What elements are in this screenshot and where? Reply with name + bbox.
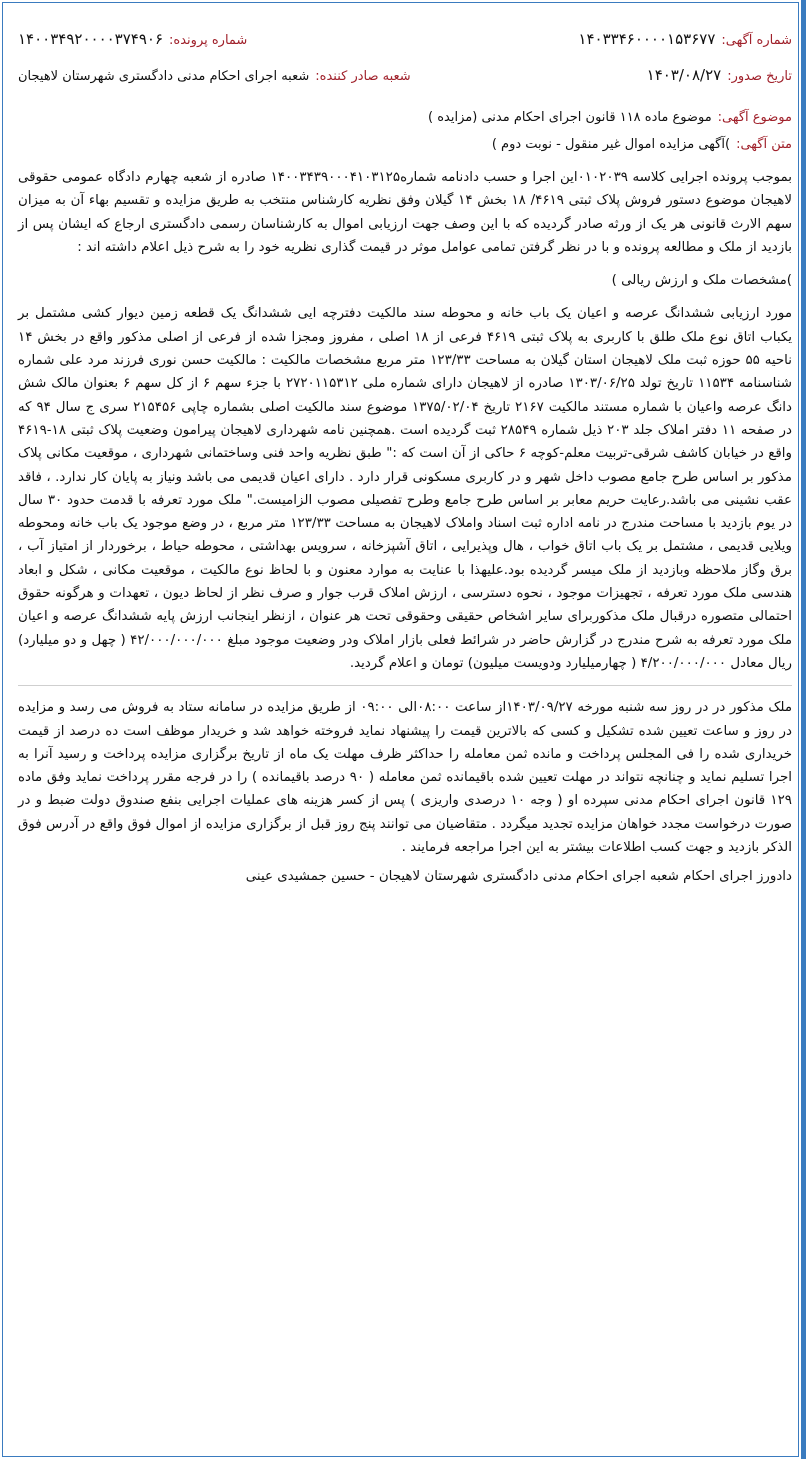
- subject-value: موضوع ماده ۱۱۸ قانون اجرای احکام مدنی (مزایده ): [428, 110, 712, 125]
- header-row-2: [18, 66, 792, 84]
- issue-date-value: ۱۴۰۳/۰۸/۲۷: [646, 66, 722, 84]
- case-number: [18, 30, 247, 48]
- divider: [18, 685, 792, 686]
- issuer-value: شعبه اجرای احکام مدنی دادگستری شهرستان لاهیجان: [18, 69, 310, 84]
- ad-number: [578, 30, 792, 48]
- issuer: [18, 69, 411, 84]
- case-number-label: شماره پرونده:: [169, 33, 248, 48]
- issue-date: [647, 66, 792, 84]
- signature: دادورز اجرای احکام شعبه اجرای احکام مدنی دادگستری شهرستان لاهیجان - حسین جمشیدی عینی: [245, 869, 792, 885]
- text-title-value: )آگهی مزایده اموال غیر منقول - نوبت دوم ): [491, 137, 731, 152]
- case-number-value: ۱۴۰۰۳۴۹۲۰۰۰۰۳۷۴۹۰۶: [18, 30, 164, 48]
- paragraph-auction-terms: ملک مذکور در در روز سه شنبه مورخه ۱۴۰۳/۰۹/۲۷از ساعت ۰۸:۰۰الی ۰۹:۰۰ از طریق مزایده در سامانه ستاد به فروش می رسد و مزایده در روز و ساعت تعیین شده تشکیل و کسی که بالاترین قیمت را پیشنهاد نماید فروخته خواهد شد و خریدار موظف است ده درصد از قیمت خریداری شده را فی المجلس پرداخت و مانده ثمن معامله را حداکثر ظرف مهلت یک ماه از تاریخ برگزاری مزایده پرداخت و رسید آنرا به اجرا تسلیم نماید و چنانچه نتواند در مهلت تعیین شده باقیمانده ثمن معامله ( ۹۰ درصد باقیمانده ) را در فرجه مقرر پرداخت نماید وفق ماده ۱۲۹ قانون اجرای احکام مدنی سپرده او ( وجه ۱۰ درصدی واریزی ) پس از کسر هزینه های عملیات اجرایی بنفع صندوق دولت ضبط و در صورت درخواست مجدد خواهان مزایده تجدید میگردد . متقاضیان می توانند پنج روز قبل از برگزاری مزایده از اموال فوق واقع در آدرس فوق الذکر بازدید و جهت کسب اطلاعات بیشتر به این اجرا مراجعه فرمایند .: [18, 700, 793, 856]
- issue-date-label: تاریخ صدور:: [727, 69, 792, 84]
- subject-label: موضوع آگهی:: [717, 110, 792, 125]
- paragraph-property-details: مورد ارزیابی ششدانگ عرصه و اعیان یک باب خانه و محوطه سند مالکیت دفترچه ایی ششدانگ یک قطعه زمین دیوار کشی مشتمل بر یکباب اتاق نوع ملک طلق با کاربری به پلاک ثبتی ۴۶۱۹ فرعی از ۱۸ اصلی ، مفروز ومجزا شده از فرعی از اصلی مذکور واقع در بخش ۱۴ ناحیه ۵۵ حوزه ثبت ملک لاهیجان استان گیلان به مساحت ۱۲۳/۳۳ متر مربع مشخصات مالکیت : مالکیت حسن نوری فرزند مرد علی شماره شناسنامه ۱۱۵۳۴ تاریخ تولد ۱۳۰۳/۰۶/۲۵ صادره از لاهیجان دارای شماره ملی ۲۷۲۰۱۱۵۳۱۲ با جزء سهم ۶ از کل سهم ۶ بعنوان مالک شش دانگ عرصه واعیان با شماره مستند مالکیت ۲۱۶۷ تاریخ ۱۳۷۵/۰۲/۰۴ موضوع سند مالکیت اصلی بشماره چاپی ۲۱۵۴۵۶ سری ج سال ۹۴ که در صفحه ۱۱ دفتر املاک جلد ۲۰۳ ذیل شماره ۲۸۵۴۹ ثبت گردیده است .همچنین نامه شهرداری لاهیجان پیرامون وضعیت پلاک ثبتی ۱۸-۴۶۱۹ واقع در خیابان کاشف شرقی-تربیت معلم-کوچه ۶ حاکی از آن است که :" طبق نظریه واحد فنی وساختمانی شهرداری ، موقعیت مکانی پلاک مذکور بر اساس طرح جامع مصوب داخل شهر و در کاربری مسکونی قرار دارد . دارای اعیان قدیمی می باشد ونیاز به پایان کار ندارد. ، فاقد عقب نشینی می باشد.رعایت حریم معابر بر اساس طرح جامع وطرح تفصیلی مصوب الزامیست." ملک مورد تعرفه با قدمت حدود ۳۰ سال در یوم بازدید با مساحت مندرج در نامه اداره ثبت اسناد واملاک لاهیجان به مساحت ۱۲۳/۳۳ متر مربع ، در وضع موجود یک باب خانه ومحوطه ویلایی قدیمی ، مشتمل بر یک باب اتاق خواب ، هال وپذیرایی ، اتاق آشپزخانه ، سرویس بهداشتی ، محوطه حیاط ، برخوردار از امتیاز آب ، برق وگاز ملاحظه وبازدید از ملک میسر گردیده بود.علیهذا با عنایت به موارد معنون و با لحاظ نوع مالکیت ، موقعیت مکانی ، شکل و ابعاد هندسی ملک مورد تعرفه ، تجهیزات موجود ، نحوه دسترسی ، ارزش املاک قرب جوار و صرف نظر از لحاظ دیون ، تعهدات و هرگونه حقوق احتمالی متصوره درقبال ملک مذکوربرای سایر اشخاص حقیقی وحقوقی تحت هر عنوان ، ازنظر اینجانب ارزش پایه ششدانگ عرصه و اعیان ملک مورد تعرفه به شرح مندرج در گزارش حاضر در شرائط فعلی بازار املاک ودر وضعیت موجود مبلغ ۴۲/۰۰۰/۰۰۰/۰۰۰ ( چهل و دو میلیارد) ریال معادل ۴/۲۰۰/۰۰۰/۰۰۰ ( چهارمیلیارد ودویست میلیون) تومان و اعلام گردید.: [18, 306, 792, 671]
- paragraph-intro: بموجب پرونده اجرایی کلاسه ۰۱۰۲۰۳۹این اجرا و حسب دادنامه شماره۱۴۰۰۳۴۳۹۰۰۰۴۱۰۳۱۲۵ صادره از شعبه چهارم دادگاه عمومی حقوقی لاهیجان موضوع دستور فروش پلاک ثبتی ۴۶۱۹/ ۱۸ بخش ۱۴ گیلان وفق نظریه کارشناس منتخب به طریق مزایده و تقسیم بهاء آن به میزان سهم الارث قانونی هر یک از ورثه صادر گردیده که با این وصف جهت ارزیابی اموال به کارشناسان رسمی دادگستری ارجاع که ایشان پس از بازدید از ملک و مطالعه پرونده و با در نظر گرفتن تمامی عوامل موثر در قیمت گذاری نظریه خود را به شرح ذیل اعلام داشته اند :: [18, 170, 792, 255]
- ad-number-label: شماره آگهی:: [721, 33, 792, 48]
- subject: [18, 110, 792, 125]
- header-row-1: [18, 30, 792, 48]
- paragraph-property-heading: )مشخصات ملک و ارزش ریالی ): [611, 273, 792, 289]
- issuer-label: شعبه صادر کننده:: [315, 69, 411, 84]
- auction-notice: [18, 30, 792, 884]
- ad-number-value: ۱۴۰۳۳۴۶۰۰۰۰۱۵۳۶۷۷: [578, 30, 716, 48]
- scrollbar[interactable]: [801, 0, 806, 1459]
- text-title: [18, 137, 792, 152]
- text-label: متن آگهی:: [736, 137, 792, 152]
